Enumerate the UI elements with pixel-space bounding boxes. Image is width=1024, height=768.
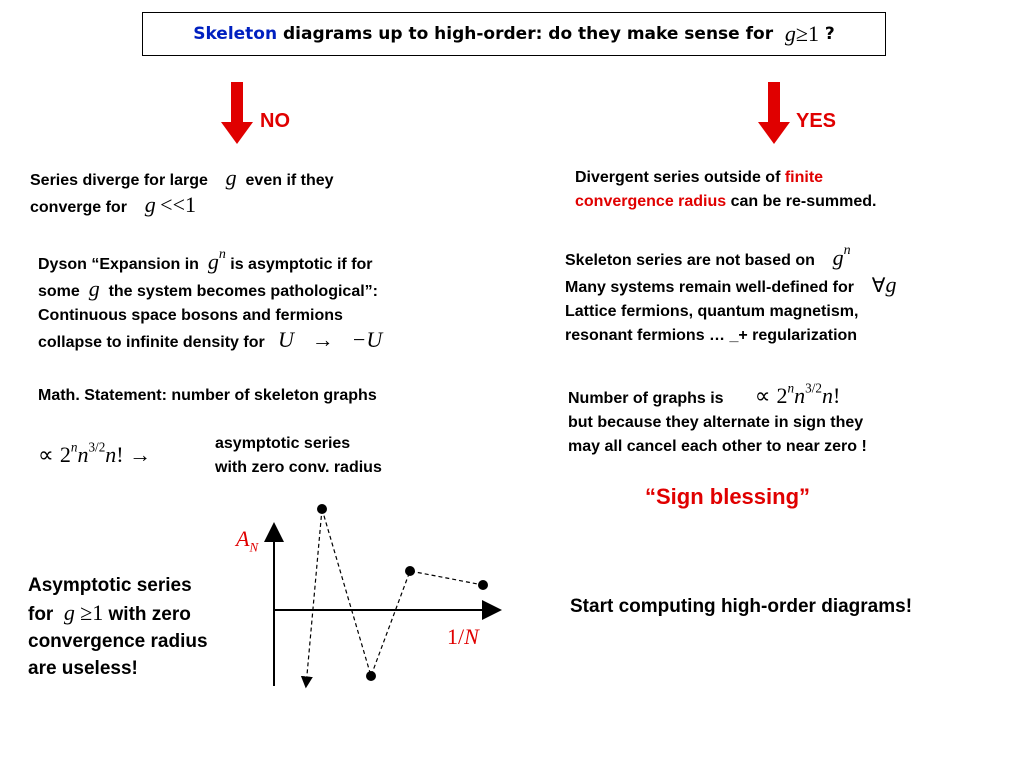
yes-answer: YES (796, 110, 837, 132)
right-b3-fact: ! (833, 383, 841, 408)
left-b2-exp: n (218, 246, 226, 262)
right-b3-prop: ∝ (754, 383, 771, 408)
right-b3-exp32: 3/2 (805, 380, 822, 396)
right-b3-n3: n (822, 383, 833, 408)
left-b3-exp-n: n (70, 439, 78, 455)
title-skeleton-word: Skeleton (193, 24, 278, 44)
left-b2-line1a: Dyson “Expansion in (38, 256, 199, 273)
left-b3-n2: n (77, 442, 89, 467)
x-label-var: N (464, 624, 479, 649)
data-point (366, 671, 376, 681)
left-b3-base: 2 (59, 442, 71, 467)
left-b1-line2: converge for (30, 199, 127, 216)
left-b2-g: g (207, 249, 219, 274)
coefficient-graph (240, 490, 530, 700)
left-b3-note1: asymptotic series (215, 435, 351, 452)
y-axis-label (236, 526, 258, 555)
right-b1-line2b: can be re-summed. (730, 193, 877, 210)
right-b3-exp-n: n (787, 380, 795, 396)
left-block4 (28, 572, 208, 682)
left-block1 (30, 166, 334, 220)
right-b2-exp: n (843, 242, 851, 258)
right-block3 (568, 380, 867, 459)
left-b4-op: ≥1 (80, 600, 104, 625)
data-point (478, 580, 488, 590)
right-b2-line2: Many systems remain well-defined for (565, 279, 854, 296)
right-b3-n2: n (794, 383, 806, 408)
right-block2 (565, 242, 897, 348)
left-b4-line4: are useless! (28, 658, 138, 679)
left-b2-g2: g (88, 276, 100, 301)
right-b3-line1: Number of graphs is (568, 390, 724, 407)
left-b2-line4: collapse to infinite density for (38, 334, 265, 351)
left-b2-u2: −U (351, 327, 383, 352)
left-b1-cond-g: g (144, 192, 156, 217)
left-b1-line1a: Series diverge for large (30, 172, 208, 189)
right-b2-line4: resonant fermions … _+ regularization (565, 327, 858, 344)
title-box (142, 12, 886, 56)
title-op: ≥1 (795, 21, 819, 46)
left-b3-n3: n (105, 442, 117, 467)
left-b3-note2: with zero conv. radius (215, 459, 382, 476)
dashed-segment-down (306, 509, 322, 686)
left-b4-g: g (63, 600, 75, 625)
right-b1-line1: Divergent series outside of (575, 169, 781, 186)
sign-blessing: “Sign blessing” (645, 484, 811, 509)
left-b3-line1: Math. Statement: number of skeleton graphs (38, 387, 377, 404)
left-b4-line2a: for (28, 604, 54, 625)
right-b3-line3: may all cancel each other to near zero ! (568, 438, 867, 455)
no-arrow-icon (220, 82, 254, 146)
dashed-path (322, 509, 483, 676)
title-g: g (784, 21, 796, 46)
final-statement: Start computing high-order diagrams! (570, 596, 913, 617)
title-question-mark: ? (824, 24, 835, 44)
right-block1 (575, 166, 876, 214)
left-b3-formula (38, 439, 152, 468)
right-b2-g2: g (885, 272, 897, 297)
left-b2-arrow: → (311, 327, 334, 352)
right-b1-line2-red: convergence radius (575, 193, 727, 210)
left-b3-prop: ∝ (38, 442, 54, 467)
left-b2-line3: Continuous space bosons and fermions (38, 307, 343, 324)
left-b2-u1: U (278, 327, 294, 352)
title-text: diagrams up to high-order: do they make sense for (283, 24, 774, 44)
right-b2-line3: Lattice fermions, quantum magnetism, (565, 303, 859, 320)
left-b3-note (215, 432, 382, 480)
data-point (405, 566, 415, 576)
left-b2-line1b: is asymptotic if for (230, 256, 373, 273)
right-b2-forall: ∀ (871, 275, 886, 297)
left-b2-line2a: some (38, 283, 80, 300)
no-answer: NO (260, 110, 290, 132)
right-b1-finite: finite (784, 169, 824, 186)
left-b1-cond-op: <<1 (160, 192, 196, 217)
left-b1-g: g (225, 165, 237, 190)
right-b3-formula (754, 380, 841, 408)
left-block2 (38, 246, 383, 355)
left-b4-line3: convergence radius (28, 631, 208, 652)
y-label-sub: N (249, 539, 259, 555)
left-b3-fact: ! → (116, 442, 152, 467)
left-b4-line1: Asymptotic series (28, 575, 192, 596)
right-b2-g: g (832, 245, 844, 270)
x-label-frac: 1/ (447, 624, 465, 649)
left-b3-exp32: 3/2 (88, 439, 106, 455)
y-label-a: A (236, 526, 250, 551)
left-b2-line2b: the system becomes pathological”: (108, 283, 378, 300)
data-point (317, 504, 327, 514)
x-axis-label (447, 624, 479, 650)
right-b3-base: 2 (776, 383, 788, 408)
yes-arrow-icon (757, 82, 791, 146)
left-b1-line1b: even if they (245, 172, 334, 189)
right-b3-line2: but because they alternate in sign they (568, 414, 864, 431)
left-b4-line2b: with zero (108, 604, 191, 625)
right-b2-line1: Skeleton series are not based on (565, 252, 815, 269)
